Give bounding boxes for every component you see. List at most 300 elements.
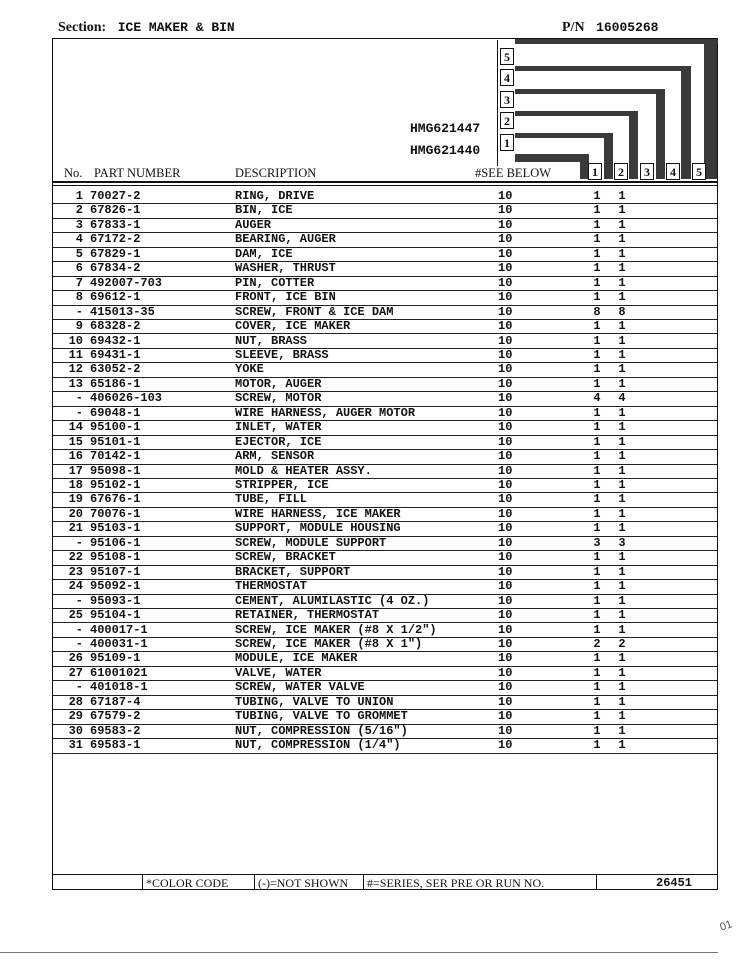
description: INLET, WATER — [235, 420, 322, 435]
qty-series-1: 1 — [593, 564, 601, 579]
col-header-no: No. — [64, 166, 83, 180]
table-row — [53, 261, 717, 276]
qty-series-2: 1 — [618, 376, 626, 391]
description: TUBING, VALVE TO GROMMET — [235, 709, 408, 724]
table-row — [53, 420, 717, 435]
item-number: 15 — [68, 434, 83, 449]
series-ref: 10 — [498, 521, 513, 536]
table-row — [53, 594, 717, 609]
qty-series-2: 1 — [618, 723, 626, 738]
qty-series-1: 1 — [593, 261, 601, 276]
description: RETAINER, THERMOSTAT — [235, 608, 380, 623]
table-row — [53, 579, 717, 594]
part-number: 95100-1 — [90, 420, 141, 435]
qty-series-2: 1 — [618, 608, 626, 623]
part-number: 95092-1 — [90, 579, 141, 594]
part-number: 69048-1 — [90, 405, 141, 420]
item-number: 12 — [68, 362, 83, 377]
qty-series-2: 1 — [618, 550, 626, 565]
item-number: 13 — [68, 376, 83, 391]
series-box-4: 4 — [500, 69, 514, 86]
item-number: 24 — [68, 579, 83, 594]
qty-series-2: 1 — [618, 680, 626, 695]
series-divider — [497, 40, 498, 166]
qty-series-2: 1 — [618, 261, 626, 276]
qty-series-1: 1 — [593, 319, 601, 334]
series-ref: 10 — [498, 333, 513, 348]
part-number: 400031-1 — [90, 636, 148, 651]
qty-series-2: 1 — [618, 203, 626, 218]
table-row — [53, 232, 717, 247]
series-ref: 10 — [498, 709, 513, 724]
item-number: 8 — [75, 290, 83, 305]
item-number: 6 — [75, 261, 83, 276]
item-number: 29 — [68, 709, 83, 724]
part-number: 406026-103 — [90, 391, 163, 406]
table-row — [53, 435, 717, 450]
part-number: 65186-1 — [90, 376, 141, 391]
item-number: 14 — [68, 420, 83, 435]
qty-series-2: 1 — [618, 579, 626, 594]
item-number: - — [75, 405, 83, 420]
table-row — [53, 189, 717, 204]
item-number: 27 — [68, 665, 83, 680]
part-number: 95106-1 — [90, 535, 141, 550]
part-number: 67579-2 — [90, 709, 141, 724]
part-number: 67833-1 — [90, 217, 141, 232]
item-number: 26 — [68, 651, 83, 666]
part-number: 67826-1 — [90, 203, 141, 218]
part-number: 401018-1 — [90, 680, 148, 695]
description: STRIPPER, ICE — [235, 478, 329, 492]
description: AUGER — [235, 217, 272, 232]
section-label: Section: — [58, 20, 107, 35]
qty-series-1: 1 — [593, 665, 601, 680]
table-row — [53, 550, 717, 565]
table-row — [53, 536, 717, 551]
qty-series-2: 1 — [618, 521, 626, 536]
description: SCREW, ICE MAKER (#8 X 1/2") — [235, 622, 437, 637]
series-ref: 10 — [498, 636, 513, 651]
bottom-series-1: 1 — [588, 163, 602, 180]
part-number: 69583-2 — [90, 723, 141, 738]
description: SUPPORT, MODULE HOUSING — [235, 521, 401, 536]
table-row — [53, 203, 717, 218]
col-header-part: PART NUMBER — [94, 166, 181, 180]
table-row — [53, 464, 717, 479]
series-ref: 10 — [498, 189, 513, 203]
qty-series-2: 1 — [618, 622, 626, 637]
item-number: - — [75, 680, 83, 695]
qty-series-2: 3 — [618, 535, 626, 550]
item-number: 17 — [68, 463, 83, 478]
table-row — [53, 651, 717, 666]
qty-series-1: 1 — [593, 478, 601, 492]
item-number: 21 — [68, 521, 83, 536]
description: THERMOSTAT — [235, 579, 308, 594]
qty-series-2: 1 — [618, 463, 626, 478]
series-ref: 10 — [498, 246, 513, 261]
part-number: 95107-1 — [90, 564, 141, 579]
part-number: 67676-1 — [90, 492, 141, 507]
section-header — [58, 20, 235, 36]
qty-series-2: 1 — [618, 189, 626, 203]
qty-series-1: 1 — [593, 463, 601, 478]
qty-series-1: 1 — [593, 203, 601, 218]
table-row — [53, 507, 717, 522]
qty-series-1: 1 — [593, 521, 601, 536]
series-ref: 10 — [498, 680, 513, 695]
description: MOLD & HEATER ASSY. — [235, 463, 372, 478]
description: RING, DRIVE — [235, 189, 315, 203]
part-number: 69612-1 — [90, 290, 141, 305]
qty-series-1: 1 — [593, 622, 601, 637]
series-ref: 10 — [498, 347, 513, 362]
description: NUT, COMPRESSION (5/16") — [235, 723, 408, 738]
series-ref: 10 — [498, 376, 513, 391]
table-row — [53, 695, 717, 710]
series-ref: 10 — [498, 434, 513, 449]
description: SCREW, MODULE SUPPORT — [235, 535, 387, 550]
description: TUBING, VALVE TO UNION — [235, 694, 394, 709]
qty-series-2: 1 — [618, 275, 626, 290]
part-number: 95109-1 — [90, 651, 141, 666]
item-number: 11 — [68, 347, 83, 362]
series-ref: 10 — [498, 478, 513, 492]
pn-label: P/N — [562, 20, 585, 35]
item-number: - — [75, 622, 83, 637]
bottom-series-2: 2 — [614, 163, 628, 180]
part-number: 67172-2 — [90, 232, 141, 247]
qty-series-2: 1 — [618, 506, 626, 521]
description: DAM, ICE — [235, 246, 293, 261]
description: MOTOR, AUGER — [235, 376, 322, 391]
table-row — [53, 276, 717, 291]
qty-series-1: 1 — [593, 290, 601, 305]
qty-series-1: 1 — [593, 651, 601, 666]
qty-series-1: 1 — [593, 738, 601, 753]
part-number: 70027-2 — [90, 189, 141, 203]
series-ref: 10 — [498, 463, 513, 478]
qty-series-1: 1 — [593, 550, 601, 565]
table-row — [53, 680, 717, 695]
qty-series-2: 1 — [618, 492, 626, 507]
qty-series-2: 1 — [618, 362, 626, 377]
qty-series-2: 4 — [618, 391, 626, 406]
series-box-5: 5 — [500, 48, 514, 65]
series-ref: 10 — [498, 506, 513, 521]
qty-series-1: 1 — [593, 420, 601, 435]
description: ARM, SENSOR — [235, 449, 315, 464]
table-row — [53, 218, 717, 233]
table-row — [53, 478, 717, 493]
model-hmg621440: HMG621440 — [410, 143, 481, 158]
description: NUT, COMPRESSION (1/4") — [235, 738, 401, 753]
item-number: 2 — [75, 203, 83, 218]
part-number: 63052-2 — [90, 362, 141, 377]
description: SCREW, FRONT & ICE DAM — [235, 304, 394, 319]
series-box-3: 3 — [500, 91, 514, 108]
part-number: 69431-1 — [90, 347, 141, 362]
table-row — [53, 247, 717, 262]
item-number: 4 — [75, 232, 83, 247]
series-ref: 10 — [498, 723, 513, 738]
series-ref: 10 — [498, 217, 513, 232]
series-ref: 10 — [498, 593, 513, 608]
table-row — [53, 290, 717, 305]
footer-color-code: *COLOR CODE — [146, 876, 229, 890]
page-bottom-rule — [0, 952, 718, 953]
footer-not-shown: (-)=NOT SHOWN — [258, 876, 349, 890]
footer-divider — [142, 874, 143, 889]
table-row — [53, 305, 717, 320]
description: YOKE — [235, 362, 264, 377]
description: SCREW, ICE MAKER (#8 X 1") — [235, 636, 423, 651]
table-row — [53, 637, 717, 652]
model-hmg621447: HMG621447 — [410, 121, 481, 136]
qty-series-2: 1 — [618, 333, 626, 348]
series-box-1: 1 — [500, 134, 514, 151]
series-ref: 10 — [498, 564, 513, 579]
qty-series-2: 1 — [618, 405, 626, 420]
table-row — [53, 406, 717, 421]
qty-series-2: 1 — [618, 564, 626, 579]
series-ref: 10 — [498, 362, 513, 377]
table-row — [53, 608, 717, 623]
table-row — [53, 623, 717, 638]
item-number: 28 — [68, 694, 83, 709]
qty-series-2: 1 — [618, 709, 626, 724]
qty-series-1: 1 — [593, 709, 601, 724]
series-ref: 10 — [498, 275, 513, 290]
section-value: ICE MAKER & BIN — [117, 20, 235, 35]
item-number: 22 — [68, 550, 83, 565]
description: WIRE HARNESS, AUGER MOTOR — [235, 405, 416, 420]
series-ref: 10 — [498, 319, 513, 334]
table-row — [53, 377, 717, 392]
series-ref: 10 — [498, 261, 513, 276]
qty-series-2: 1 — [618, 347, 626, 362]
series-ref: 10 — [498, 651, 513, 666]
part-number: 69583-1 — [90, 738, 141, 753]
item-number: 31 — [68, 738, 83, 753]
item-number: 3 — [75, 217, 83, 232]
qty-series-1: 1 — [593, 694, 601, 709]
qty-series-1: 1 — [593, 593, 601, 608]
series-ref: 10 — [498, 405, 513, 420]
series-ref: 10 — [498, 449, 513, 464]
description: BRACKET, SUPPORT — [235, 564, 351, 579]
description: COVER, ICE MAKER — [235, 319, 351, 334]
table-row — [53, 319, 717, 334]
series-ref: 10 — [498, 232, 513, 247]
part-number-header — [562, 20, 658, 36]
qty-series-1: 1 — [593, 579, 601, 594]
table-row — [53, 738, 717, 753]
series-ref: 10 — [498, 738, 513, 753]
qty-series-1: 1 — [593, 333, 601, 348]
footer-series-note: #=SERIES, SER PRE OR RUN NO. — [367, 876, 545, 890]
qty-series-1: 1 — [593, 680, 601, 695]
series-ref: 10 — [498, 622, 513, 637]
item-number: 9 — [75, 319, 83, 334]
item-number: 23 — [68, 564, 83, 579]
table-row — [53, 449, 717, 464]
table-row — [53, 334, 717, 349]
item-number: - — [75, 636, 83, 651]
part-number: 95104-1 — [90, 608, 141, 623]
item-number: - — [75, 391, 83, 406]
series-ref: 10 — [498, 203, 513, 218]
part-number: 95093-1 — [90, 593, 141, 608]
qty-series-2: 1 — [618, 319, 626, 334]
part-number: 95102-1 — [90, 478, 141, 492]
description: EJECTOR, ICE — [235, 434, 322, 449]
qty-series-2: 1 — [618, 420, 626, 435]
description: BEARING, AUGER — [235, 232, 336, 247]
qty-series-1: 1 — [593, 246, 601, 261]
part-number: 95098-1 — [90, 463, 141, 478]
description: FRONT, ICE BIN — [235, 290, 336, 305]
part-number: 67834-2 — [90, 261, 141, 276]
qty-series-2: 1 — [618, 593, 626, 608]
bottom-series-4: 4 — [666, 163, 680, 180]
bottom-series-5: 5 — [692, 163, 706, 180]
header-rule-2 — [53, 185, 717, 186]
item-number: 19 — [68, 492, 83, 507]
footer-divider — [363, 874, 364, 889]
qty-series-2: 1 — [618, 651, 626, 666]
table-row — [53, 666, 717, 681]
footer-divider — [596, 874, 597, 889]
series-ref: 10 — [498, 579, 513, 594]
table-row — [53, 391, 717, 406]
qty-series-1: 8 — [593, 304, 601, 319]
description: PIN, COTTER — [235, 275, 315, 290]
col-header-desc: DESCRIPTION — [235, 166, 317, 180]
description: WASHER, THRUST — [235, 261, 336, 276]
qty-series-1: 3 — [593, 535, 601, 550]
part-number: 95108-1 — [90, 550, 141, 565]
description: NUT, BRASS — [235, 333, 308, 348]
qty-series-1: 1 — [593, 362, 601, 377]
qty-series-1: 1 — [593, 347, 601, 362]
item-number: 16 — [68, 449, 83, 464]
series-ref: 10 — [498, 420, 513, 435]
series-box-2: 2 — [500, 112, 514, 129]
footer-page-code: 26451 — [656, 876, 693, 890]
description: SLEEVE, BRASS — [235, 347, 329, 362]
series-ref: 10 — [498, 665, 513, 680]
description: VALVE, WATER — [235, 665, 322, 680]
qty-series-1: 4 — [593, 391, 601, 406]
qty-series-1: 1 — [593, 449, 601, 464]
table-row — [53, 724, 717, 739]
item-number: - — [75, 593, 83, 608]
qty-series-2: 1 — [618, 434, 626, 449]
col-header-see: #SEE BELOW — [475, 166, 552, 180]
qty-series-2: 8 — [618, 304, 626, 319]
table-row — [53, 348, 717, 363]
qty-series-2: 1 — [618, 246, 626, 261]
table-row — [53, 492, 717, 507]
part-number: 69432-1 — [90, 333, 141, 348]
qty-series-1: 1 — [593, 376, 601, 391]
part-number: 67829-1 — [90, 246, 141, 261]
description: TUBE, FILL — [235, 492, 308, 507]
description: MODULE, ICE MAKER — [235, 651, 358, 666]
qty-series-1: 1 — [593, 232, 601, 247]
qty-series-1: 1 — [593, 506, 601, 521]
description: SCREW, MOTOR — [235, 391, 322, 406]
item-number: 30 — [68, 723, 83, 738]
table-row — [53, 709, 717, 724]
bottom-series-3: 3 — [640, 163, 654, 180]
table-row — [53, 521, 717, 536]
qty-series-2: 1 — [618, 478, 626, 492]
qty-series-1: 1 — [593, 492, 601, 507]
table-row — [53, 362, 717, 377]
part-number: 67187-4 — [90, 694, 141, 709]
item-number: 20 — [68, 506, 83, 521]
item-number: 1 — [75, 189, 83, 203]
qty-series-1: 1 — [593, 275, 601, 290]
qty-series-1: 1 — [593, 217, 601, 232]
series-ref: 10 — [498, 290, 513, 305]
qty-series-1: 2 — [593, 636, 601, 651]
qty-series-2: 1 — [618, 232, 626, 247]
item-number: - — [75, 304, 83, 319]
qty-series-2: 1 — [618, 217, 626, 232]
description: SCREW, WATER VALVE — [235, 680, 365, 695]
item-number: 5 — [75, 246, 83, 261]
series-ref: 10 — [498, 608, 513, 623]
qty-series-2: 1 — [618, 694, 626, 709]
item-number: 7 — [75, 275, 83, 290]
qty-series-1: 1 — [593, 189, 601, 203]
part-number: 61001021 — [90, 665, 148, 680]
series-ref: 10 — [498, 694, 513, 709]
item-number: 10 — [68, 333, 83, 348]
qty-series-1: 1 — [593, 405, 601, 420]
part-number: 400017-1 — [90, 622, 148, 637]
series-ref: 10 — [498, 492, 513, 507]
qty-series-1: 1 — [593, 608, 601, 623]
part-number: 415013-35 — [90, 304, 155, 319]
description: BIN, ICE — [235, 203, 293, 218]
series-ref: 10 — [498, 535, 513, 550]
item-number: 18 — [68, 478, 83, 492]
qty-series-2: 1 — [618, 665, 626, 680]
part-number: 95101-1 — [90, 434, 141, 449]
part-number: 68328-2 — [90, 319, 141, 334]
qty-series-2: 1 — [618, 449, 626, 464]
description: WIRE HARNESS, ICE MAKER — [235, 506, 401, 521]
qty-series-1: 1 — [593, 723, 601, 738]
table-row — [53, 565, 717, 580]
series-ref: 10 — [498, 304, 513, 319]
part-number: 492007-703 — [90, 275, 163, 290]
series-ref: 10 — [498, 391, 513, 406]
qty-series-2: 1 — [618, 738, 626, 753]
footer-rule — [53, 874, 717, 875]
part-number: 70076-1 — [90, 506, 141, 521]
description: SCREW, BRACKET — [235, 550, 336, 565]
pn-value: 16005268 — [596, 20, 659, 35]
qty-series-1: 1 — [593, 434, 601, 449]
part-number: 70142-1 — [90, 449, 141, 464]
qty-series-2: 2 — [618, 636, 626, 651]
